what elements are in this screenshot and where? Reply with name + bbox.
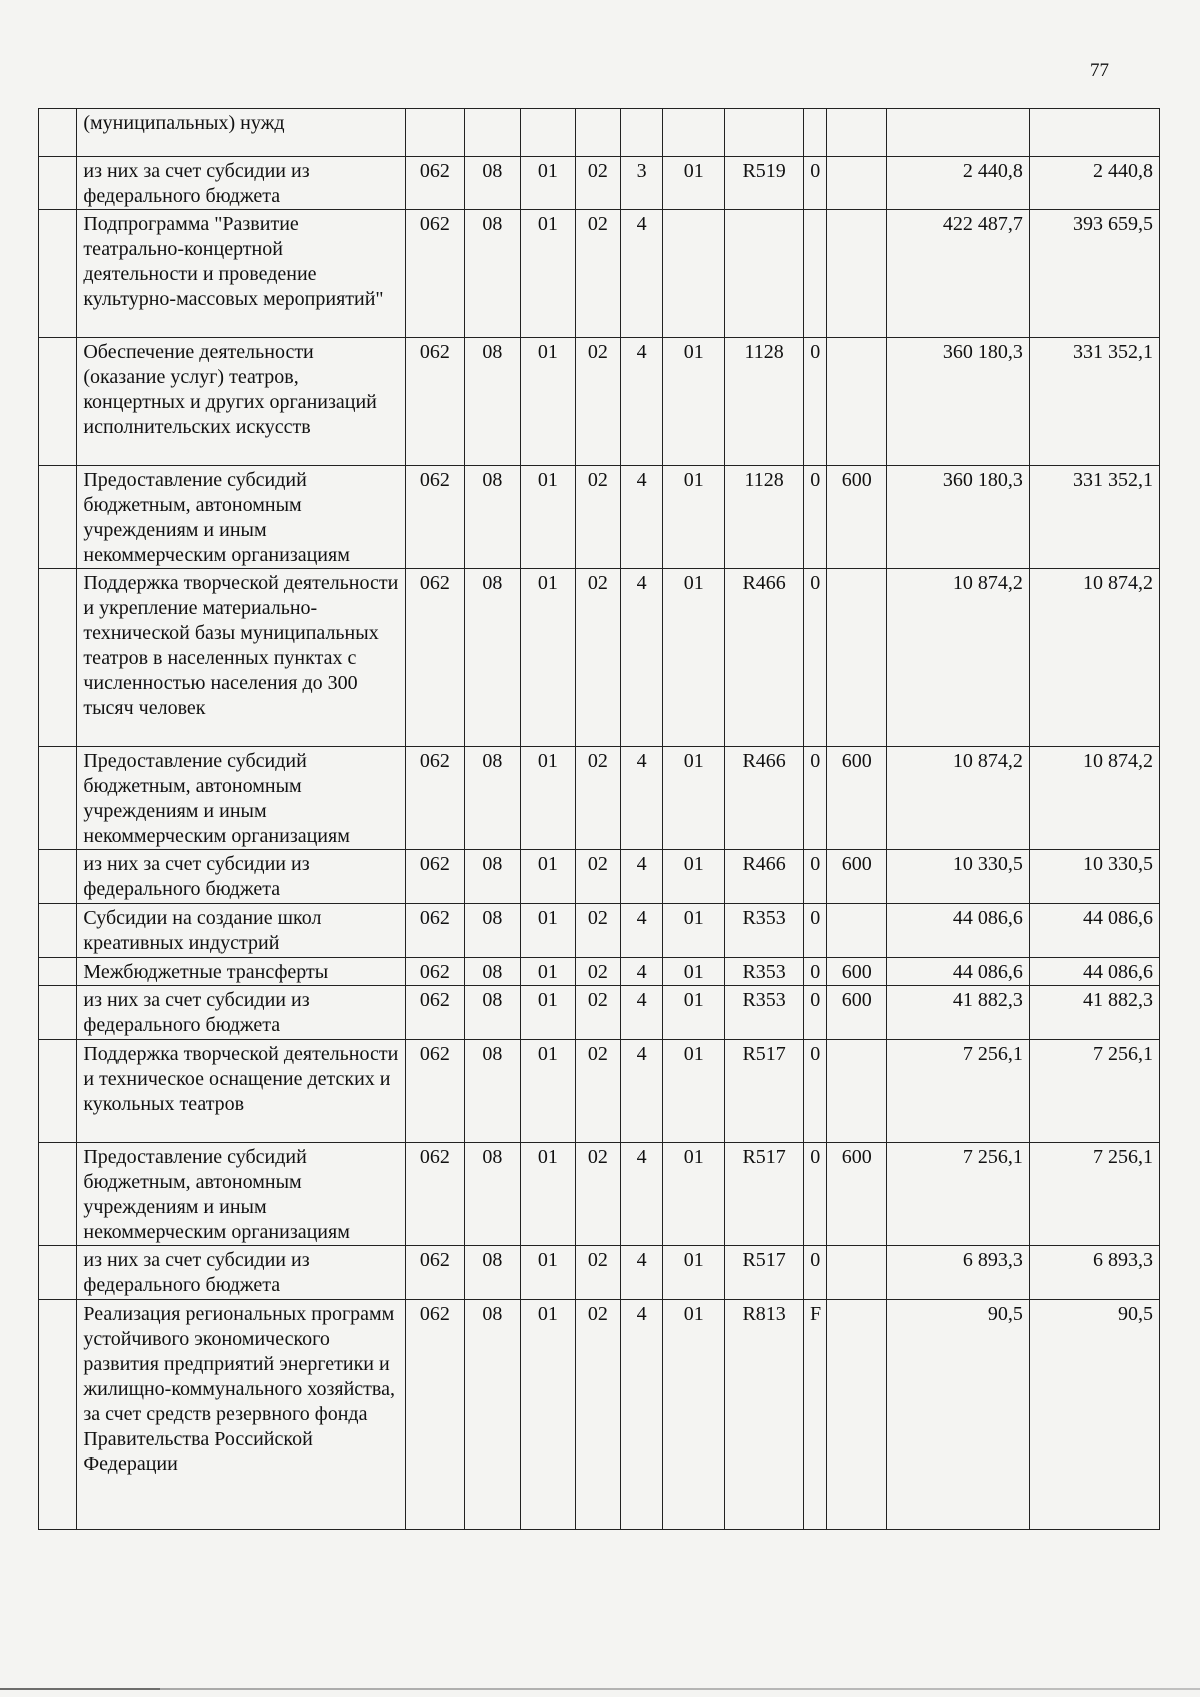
code-extra: 0	[804, 986, 827, 1040]
row-name: Субсидии на создание школ креативных индустрий	[77, 904, 405, 958]
code-extra: 0	[804, 747, 827, 850]
code-expense-type	[827, 109, 887, 157]
row-marker-cell	[39, 1300, 77, 1530]
code-expense-type	[827, 338, 887, 466]
amount-2: 7 256,1	[1029, 1143, 1159, 1246]
amount-1: 6 893,3	[887, 1246, 1030, 1300]
code-section: 08	[465, 850, 520, 904]
code-section: 08	[465, 210, 520, 338]
code-expense-type: 600	[827, 466, 887, 569]
amount-2: 44 086,6	[1029, 904, 1159, 958]
code-section: 08	[465, 1040, 520, 1143]
row-marker-cell	[39, 466, 77, 569]
code-subprogram	[620, 109, 663, 157]
code-extra: 0	[804, 1246, 827, 1300]
code-program: 02	[576, 1246, 621, 1300]
row-marker-cell	[39, 1143, 77, 1246]
table-row	[39, 1246, 1160, 1300]
code-event: 01	[663, 904, 725, 958]
code-direction: R466	[725, 850, 804, 904]
amount-2: 2 440,8	[1029, 157, 1159, 210]
row-marker-cell	[39, 338, 77, 466]
code-expense-type: 600	[827, 1143, 887, 1246]
code-subsection: 01	[520, 569, 575, 747]
code-admin: 062	[405, 157, 465, 210]
code-direction: R517	[725, 1246, 804, 1300]
code-subsection: 01	[520, 157, 575, 210]
amount-2: 10 330,5	[1029, 850, 1159, 904]
row-name: Поддержка творческой деятельности и техническое оснащение детских и кукольных театров	[77, 1040, 405, 1143]
code-expense-type	[827, 1246, 887, 1300]
code-event: 01	[663, 157, 725, 210]
code-expense-type	[827, 210, 887, 338]
row-marker-cell	[39, 986, 77, 1040]
amount-1: 422 487,7	[887, 210, 1030, 338]
code-event: 01	[663, 850, 725, 904]
amount-2: 331 352,1	[1029, 466, 1159, 569]
amount-2: 7 256,1	[1029, 1040, 1159, 1143]
code-admin: 062	[405, 210, 465, 338]
budget-table	[38, 108, 1160, 1530]
code-section: 08	[465, 466, 520, 569]
row-name: Предоставление субсидий бюджетным, автономным учреждениям и иным некоммерческим организациям	[77, 1143, 405, 1246]
code-program: 02	[576, 1300, 621, 1530]
code-program: 02	[576, 1143, 621, 1246]
code-subsection: 01	[520, 1143, 575, 1246]
amount-1: 10 330,5	[887, 850, 1030, 904]
row-marker-cell	[39, 210, 77, 338]
code-subsection: 01	[520, 986, 575, 1040]
code-section: 08	[465, 958, 520, 986]
amount-2	[1029, 109, 1159, 157]
code-direction: R353	[725, 904, 804, 958]
amount-2: 10 874,2	[1029, 747, 1159, 850]
row-marker-cell	[39, 1040, 77, 1143]
code-admin: 062	[405, 986, 465, 1040]
code-extra: 0	[804, 958, 827, 986]
code-event: 01	[663, 1040, 725, 1143]
code-direction: R813	[725, 1300, 804, 1530]
row-marker-cell	[39, 747, 77, 850]
code-program: 02	[576, 569, 621, 747]
row-name: из них за счет субсидии из федерального бюджета	[77, 157, 405, 210]
code-extra: 0	[804, 338, 827, 466]
code-program: 02	[576, 958, 621, 986]
code-admin: 062	[405, 747, 465, 850]
code-expense-type	[827, 569, 887, 747]
code-direction: R353	[725, 958, 804, 986]
amount-1: 7 256,1	[887, 1143, 1030, 1246]
row-marker-cell	[39, 157, 77, 210]
amount-2: 393 659,5	[1029, 210, 1159, 338]
row-name: Обеспечение деятельности (оказание услуг) театров, концертных и других организаций исполнительских искусств	[77, 338, 405, 466]
code-subsection: 01	[520, 1300, 575, 1530]
code-program: 02	[576, 747, 621, 850]
code-extra: 0	[804, 466, 827, 569]
code-event: 01	[663, 569, 725, 747]
code-section: 08	[465, 904, 520, 958]
code-direction: R353	[725, 986, 804, 1040]
code-event: 01	[663, 958, 725, 986]
code-program: 02	[576, 986, 621, 1040]
amount-2: 10 874,2	[1029, 569, 1159, 747]
code-admin	[405, 109, 465, 157]
code-admin: 062	[405, 338, 465, 466]
code-expense-type: 600	[827, 747, 887, 850]
code-extra: 0	[804, 904, 827, 958]
table-row	[39, 747, 1160, 850]
amount-2: 90,5	[1029, 1300, 1159, 1530]
code-subsection: 01	[520, 747, 575, 850]
code-extra	[804, 210, 827, 338]
table-row	[39, 1143, 1160, 1246]
code-section: 08	[465, 1300, 520, 1530]
row-name: Предоставление субсидий бюджетным, автономным учреждениям и иным некоммерческим организациям	[77, 747, 405, 850]
code-section: 08	[465, 569, 520, 747]
code-subsection: 01	[520, 210, 575, 338]
code-admin: 062	[405, 904, 465, 958]
amount-2: 6 893,3	[1029, 1246, 1159, 1300]
code-subprogram: 4	[620, 986, 663, 1040]
code-section	[465, 109, 520, 157]
code-event: 01	[663, 1300, 725, 1530]
code-subsection: 01	[520, 1246, 575, 1300]
page-number: 77	[1090, 60, 1109, 81]
code-section: 08	[465, 157, 520, 210]
code-admin: 062	[405, 850, 465, 904]
code-subsection: 01	[520, 850, 575, 904]
code-program: 02	[576, 466, 621, 569]
row-marker-cell	[39, 569, 77, 747]
code-expense-type: 600	[827, 986, 887, 1040]
code-extra: F	[804, 1300, 827, 1530]
row-name: Межбюджетные трансферты	[77, 958, 405, 986]
code-event: 01	[663, 1143, 725, 1246]
code-expense-type: 600	[827, 958, 887, 986]
code-event: 01	[663, 338, 725, 466]
code-subprogram: 4	[620, 747, 663, 850]
code-event: 01	[663, 466, 725, 569]
code-program: 02	[576, 210, 621, 338]
row-name: Поддержка творческой деятельности и укрепление материально-технической базы муниципальных театров в населенных пунктах с численностью населения до 300 тысяч человек	[77, 569, 405, 747]
code-admin: 062	[405, 1143, 465, 1246]
code-section: 08	[465, 338, 520, 466]
code-direction: R466	[725, 747, 804, 850]
code-admin: 062	[405, 958, 465, 986]
code-subsection: 01	[520, 338, 575, 466]
row-marker-cell	[39, 904, 77, 958]
amount-1	[887, 109, 1030, 157]
code-event	[663, 109, 725, 157]
table-row	[39, 109, 1160, 157]
code-event: 01	[663, 747, 725, 850]
code-expense-type	[827, 1040, 887, 1143]
amount-2: 44 086,6	[1029, 958, 1159, 986]
code-subprogram: 4	[620, 338, 663, 466]
code-extra	[804, 109, 827, 157]
row-marker-cell	[39, 109, 77, 157]
amount-1: 10 874,2	[887, 747, 1030, 850]
table-row	[39, 157, 1160, 210]
code-section: 08	[465, 1246, 520, 1300]
code-expense-type	[827, 1300, 887, 1530]
code-program: 02	[576, 157, 621, 210]
table-row	[39, 904, 1160, 958]
row-name: из них за счет субсидии из федерального бюджета	[77, 1246, 405, 1300]
code-expense-type	[827, 157, 887, 210]
code-direction	[725, 109, 804, 157]
code-subprogram: 4	[620, 466, 663, 569]
amount-1: 41 882,3	[887, 986, 1030, 1040]
amount-1: 2 440,8	[887, 157, 1030, 210]
code-direction: 1128	[725, 466, 804, 569]
code-event: 01	[663, 1246, 725, 1300]
amount-2: 331 352,1	[1029, 338, 1159, 466]
code-program: 02	[576, 850, 621, 904]
amount-1: 7 256,1	[887, 1040, 1030, 1143]
table-row	[39, 338, 1160, 466]
code-direction	[725, 210, 804, 338]
code-section: 08	[465, 747, 520, 850]
code-extra: 0	[804, 1040, 827, 1143]
code-subprogram: 4	[620, 1246, 663, 1300]
amount-2: 41 882,3	[1029, 986, 1159, 1040]
row-name: Реализация региональных программ устойчивого экономического развития предприятий энергетики и жилищно-коммунального хозяйства, за счет средств резервного фонда Правительства Российской Федерации	[77, 1300, 405, 1530]
code-extra: 0	[804, 850, 827, 904]
code-direction: 1128	[725, 338, 804, 466]
row-name: Подпрограмма "Развитие театрально-концертной деятельности и проведение культурно-массовых мероприятий"	[77, 210, 405, 338]
code-admin: 062	[405, 569, 465, 747]
code-subprogram: 4	[620, 958, 663, 986]
table-row	[39, 210, 1160, 338]
row-name: Предоставление субсидий бюджетным, автономным учреждениям и иным некоммерческим организациям	[77, 466, 405, 569]
code-section: 08	[465, 1143, 520, 1246]
table-row	[39, 958, 1160, 986]
code-direction: R517	[725, 1040, 804, 1143]
code-direction: R519	[725, 157, 804, 210]
code-subprogram: 4	[620, 1143, 663, 1246]
code-subprogram: 4	[620, 1300, 663, 1530]
table-row	[39, 986, 1160, 1040]
code-extra: 0	[804, 157, 827, 210]
code-direction: R466	[725, 569, 804, 747]
code-program: 02	[576, 338, 621, 466]
row-marker-cell	[39, 958, 77, 986]
code-expense-type: 600	[827, 850, 887, 904]
code-subprogram: 4	[620, 210, 663, 338]
table-row	[39, 850, 1160, 904]
code-subprogram: 4	[620, 1040, 663, 1143]
code-subsection: 01	[520, 466, 575, 569]
code-subprogram: 3	[620, 157, 663, 210]
code-subsection: 01	[520, 958, 575, 986]
code-subsection	[520, 109, 575, 157]
code-section: 08	[465, 986, 520, 1040]
code-subsection: 01	[520, 904, 575, 958]
row-name: (муниципальных) нужд	[77, 109, 405, 157]
table-row	[39, 1300, 1160, 1530]
code-admin: 062	[405, 1040, 465, 1143]
amount-1: 90,5	[887, 1300, 1030, 1530]
amount-1: 360 180,3	[887, 338, 1030, 466]
row-marker-cell	[39, 850, 77, 904]
code-subsection: 01	[520, 1040, 575, 1143]
code-program: 02	[576, 904, 621, 958]
row-name: из них за счет субсидии из федерального бюджета	[77, 986, 405, 1040]
table-row	[39, 569, 1160, 747]
code-subprogram: 4	[620, 850, 663, 904]
code-extra: 0	[804, 569, 827, 747]
code-admin: 062	[405, 1246, 465, 1300]
code-extra: 0	[804, 1143, 827, 1246]
code-admin: 062	[405, 1300, 465, 1530]
amount-1: 10 874,2	[887, 569, 1030, 747]
row-marker-cell	[39, 1246, 77, 1300]
amount-1: 44 086,6	[887, 958, 1030, 986]
code-expense-type	[827, 904, 887, 958]
code-subprogram: 4	[620, 904, 663, 958]
table-row	[39, 1040, 1160, 1143]
code-event	[663, 210, 725, 338]
code-program: 02	[576, 1040, 621, 1143]
code-event: 01	[663, 986, 725, 1040]
code-subprogram: 4	[620, 569, 663, 747]
amount-1: 360 180,3	[887, 466, 1030, 569]
scan-edge-line	[0, 1688, 1200, 1690]
table-row	[39, 466, 1160, 569]
amount-1: 44 086,6	[887, 904, 1030, 958]
code-program	[576, 109, 621, 157]
row-name: из них за счет субсидии из федерального бюджета	[77, 850, 405, 904]
code-admin: 062	[405, 466, 465, 569]
code-direction: R517	[725, 1143, 804, 1246]
